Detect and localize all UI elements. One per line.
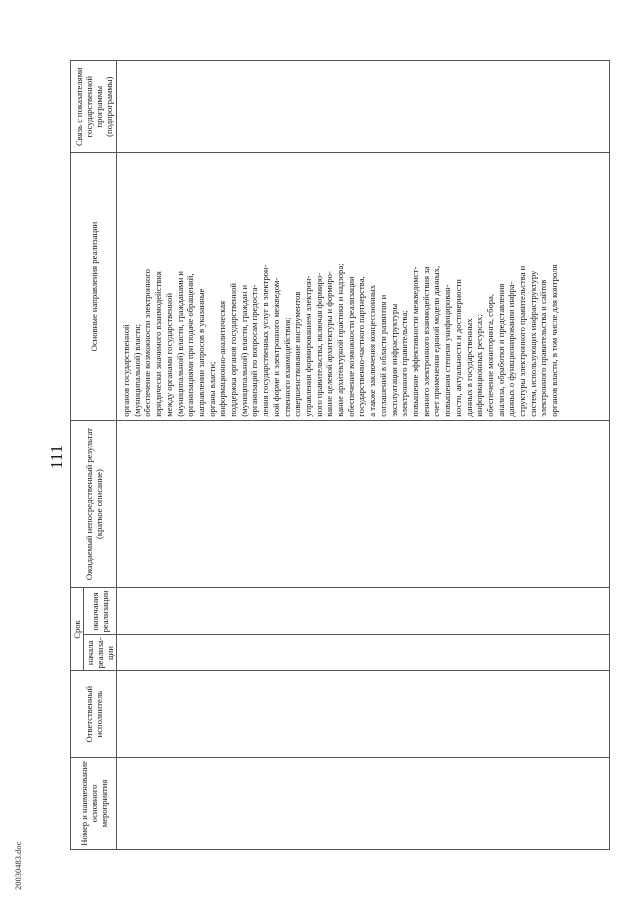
directions-line: электронного правительства; [399,310,410,417]
directions-line: соглашений в области развития и [377,294,388,417]
directions-line: (муниципальной) власти, граждан и [238,284,249,417]
table-header-row [71,61,84,850]
directions-line: поддержка органов государственной [228,283,239,417]
directions-line: организаций по вопросам предоста- [249,284,260,417]
directions-line: анализа, обработки и представления [495,283,506,417]
directions-line: юридически значимого взаимодействия [153,271,164,417]
directions-line: повышения степени унифицирован- [442,284,453,417]
directions-line: эксплуатации инфраструктуры [388,303,399,417]
directions-line: органов государственной [121,324,131,417]
directions-line: систем, использующих инфраструктуру [527,270,538,417]
cell-measure-number-name [117,757,610,849]
directions-line: органы власти; [206,361,217,417]
directions-line: направлении запросов в указанные [195,288,206,417]
header-term-start: начала реализа-ции [84,635,117,671]
measures-table [70,60,610,850]
directions-line: структуры электронного правительства и [517,265,528,417]
directions-line: электронного правительства и сайтов [538,279,549,417]
cell-responsible-executor [117,671,610,757]
directions-line: обеспечение возможности электронного [142,269,153,417]
rotated-table-wrapper [70,60,610,850]
directions-line: организациями при подаче обращений, [185,273,196,417]
table-row [117,61,610,850]
cell-term-end [117,588,610,635]
directions-line: обеспечение мониторинга, сбора, [484,293,495,417]
directions-line: вание целевой архитектуры и формиро- [324,271,335,417]
directions-line: совершенствование инструментов [292,291,303,417]
header-main-directions: Основные направления реализации [71,153,117,420]
directions-line: а также заключения концессионных [367,284,378,417]
document-code: 20030483.doc [13,841,23,890]
directions-line: венного электронного взаимодействия за [420,266,431,417]
directions-line: управления формированием электрон- [302,275,313,417]
header-measure-number-name: Номер и наименование основного мероприятия [71,757,117,849]
header-responsible-executor: Ответственный исполнитель [71,671,117,757]
header-expected-result: Ожидаемый непосредственный результат (краткое описание) [71,420,117,588]
directions-line: повышение эффективности межведомст- [409,266,420,417]
directions-line: ности, актуальности и достоверности [452,279,463,417]
directions-line: ного правительства, включая формиро- [313,272,324,417]
directions-line: данных о функционировании инфра- [506,281,517,417]
directions-line: счет применения единой модели данных, [431,265,442,417]
directions-line: ственного взаимодействия; [281,317,292,417]
directions-line: ления государственных услуг в электрон- [260,264,271,417]
header-term-end: окончания реализации [84,588,117,635]
directions-line: информационно-аналитическая [217,300,228,417]
directions-line: государственно-частного партнерства, [356,276,367,417]
cell-main-directions [117,153,610,420]
header-term: Срок [71,588,84,671]
header-program-indicators-link: Связь с показателями государственной программы (подпрограммы) [71,61,117,153]
directions-line: между органами государственной [163,292,174,417]
cell-term-start [117,635,610,671]
directions-line: (муниципальной) власти, гражданами и [174,271,185,417]
directions-line: (муниципальной) власти; [131,323,142,417]
directions-line: информационных ресурсах; [474,314,485,417]
cell-program-indicators-link [117,61,610,153]
directions-line: органов власти, в том числе для контроля [549,264,560,417]
cell-expected-result [117,420,610,588]
directions-line: ной форме и электронного межведом- [270,277,281,417]
page-number: 111 [47,444,66,470]
directions-line: обеспечение возможности реализации [345,276,356,417]
directions-line: вание архитектурной практики и надзора; [335,263,346,417]
directions-line: данных в государственных [463,318,474,417]
